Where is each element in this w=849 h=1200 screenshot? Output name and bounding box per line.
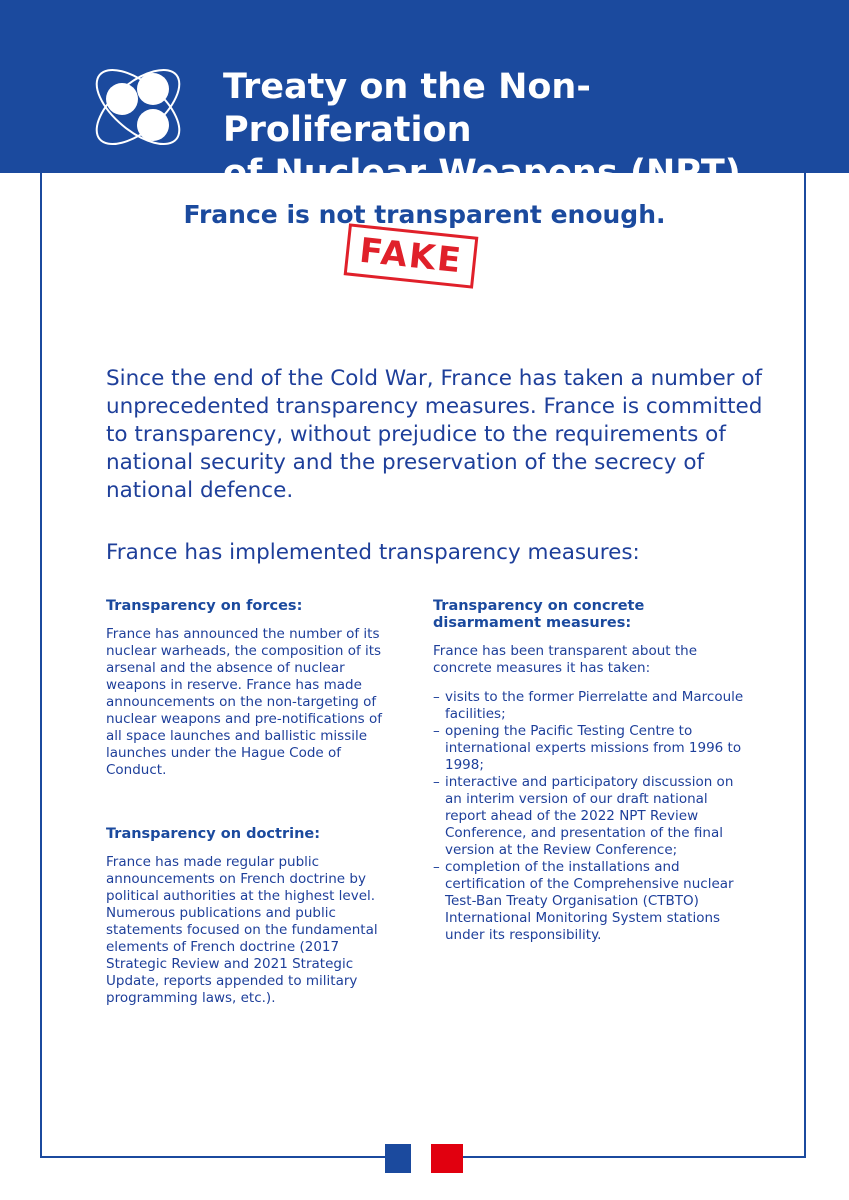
title-line-1: Treaty on the Non-Proliferation xyxy=(223,67,591,150)
right-column xyxy=(433,598,753,944)
atom-icon xyxy=(86,55,190,159)
disarmament-heading: Transparency on concrete disarmament measures: xyxy=(433,598,645,631)
list-item: – interactive and participatory discussion on an interim version of our draft national report ahead of the 2022 NPT Review Conference, and presentation of the final version at the Review Conference; xyxy=(433,774,753,859)
marianne-flag-icon xyxy=(385,1144,463,1173)
doctrine-heading: Transparency on doctrine: xyxy=(106,826,321,842)
disarmament-intro: France has been transparent about the concrete measures it has taken: xyxy=(433,643,698,676)
title-line-2: of Nuclear Weapons (NPT) xyxy=(223,153,741,193)
doctrine-body: France has made regular public announcements on French doctrine by political authorities at the highest level. Numerous publications and public statements focused on the fundamental elements of French doctrine (2017 Strategic Review and 2021 Strategic Update, reports appended to military programming laws, etc.). xyxy=(106,854,378,1006)
forces-body: France has announced the number of its nuclear warheads, the composition of its arsenal and the absence of nuclear weapons in reserve. France has made announcements on the non-targeting of nuclear weapons and pre-notifications of all space launches and ballistic missile launches under the Hague Code of Conduct. xyxy=(106,626,382,778)
fake-stamp: FAKE xyxy=(344,223,479,288)
page-title xyxy=(223,66,783,195)
myth-claim: France is not transparent enough. xyxy=(183,200,666,229)
list-item: – visits to the former Pierrelatte and Marcoule facilities; xyxy=(433,689,753,723)
section-subhead: France has implemented transparency measures: xyxy=(106,540,640,565)
list-item: – opening the Pacific Testing Centre to international experts missions from 1996 to 1998; xyxy=(433,723,753,774)
forces-heading: Transparency on forces: xyxy=(106,598,303,614)
disarmament-list xyxy=(433,689,753,944)
left-column xyxy=(106,598,396,1007)
list-item: – completion of the installations and certification of the Comprehensive nuclear Test-Ban Treaty Organisation (CTBTO) International Monitoring System stations under its responsibility. xyxy=(433,859,753,944)
lead-paragraph: Since the end of the Cold War, France has taken a number of unprecedented transparency measures. France is committed to transparency, without prejudice to the requirements of national security and the preservation of the secrecy of national defence. xyxy=(106,366,763,503)
